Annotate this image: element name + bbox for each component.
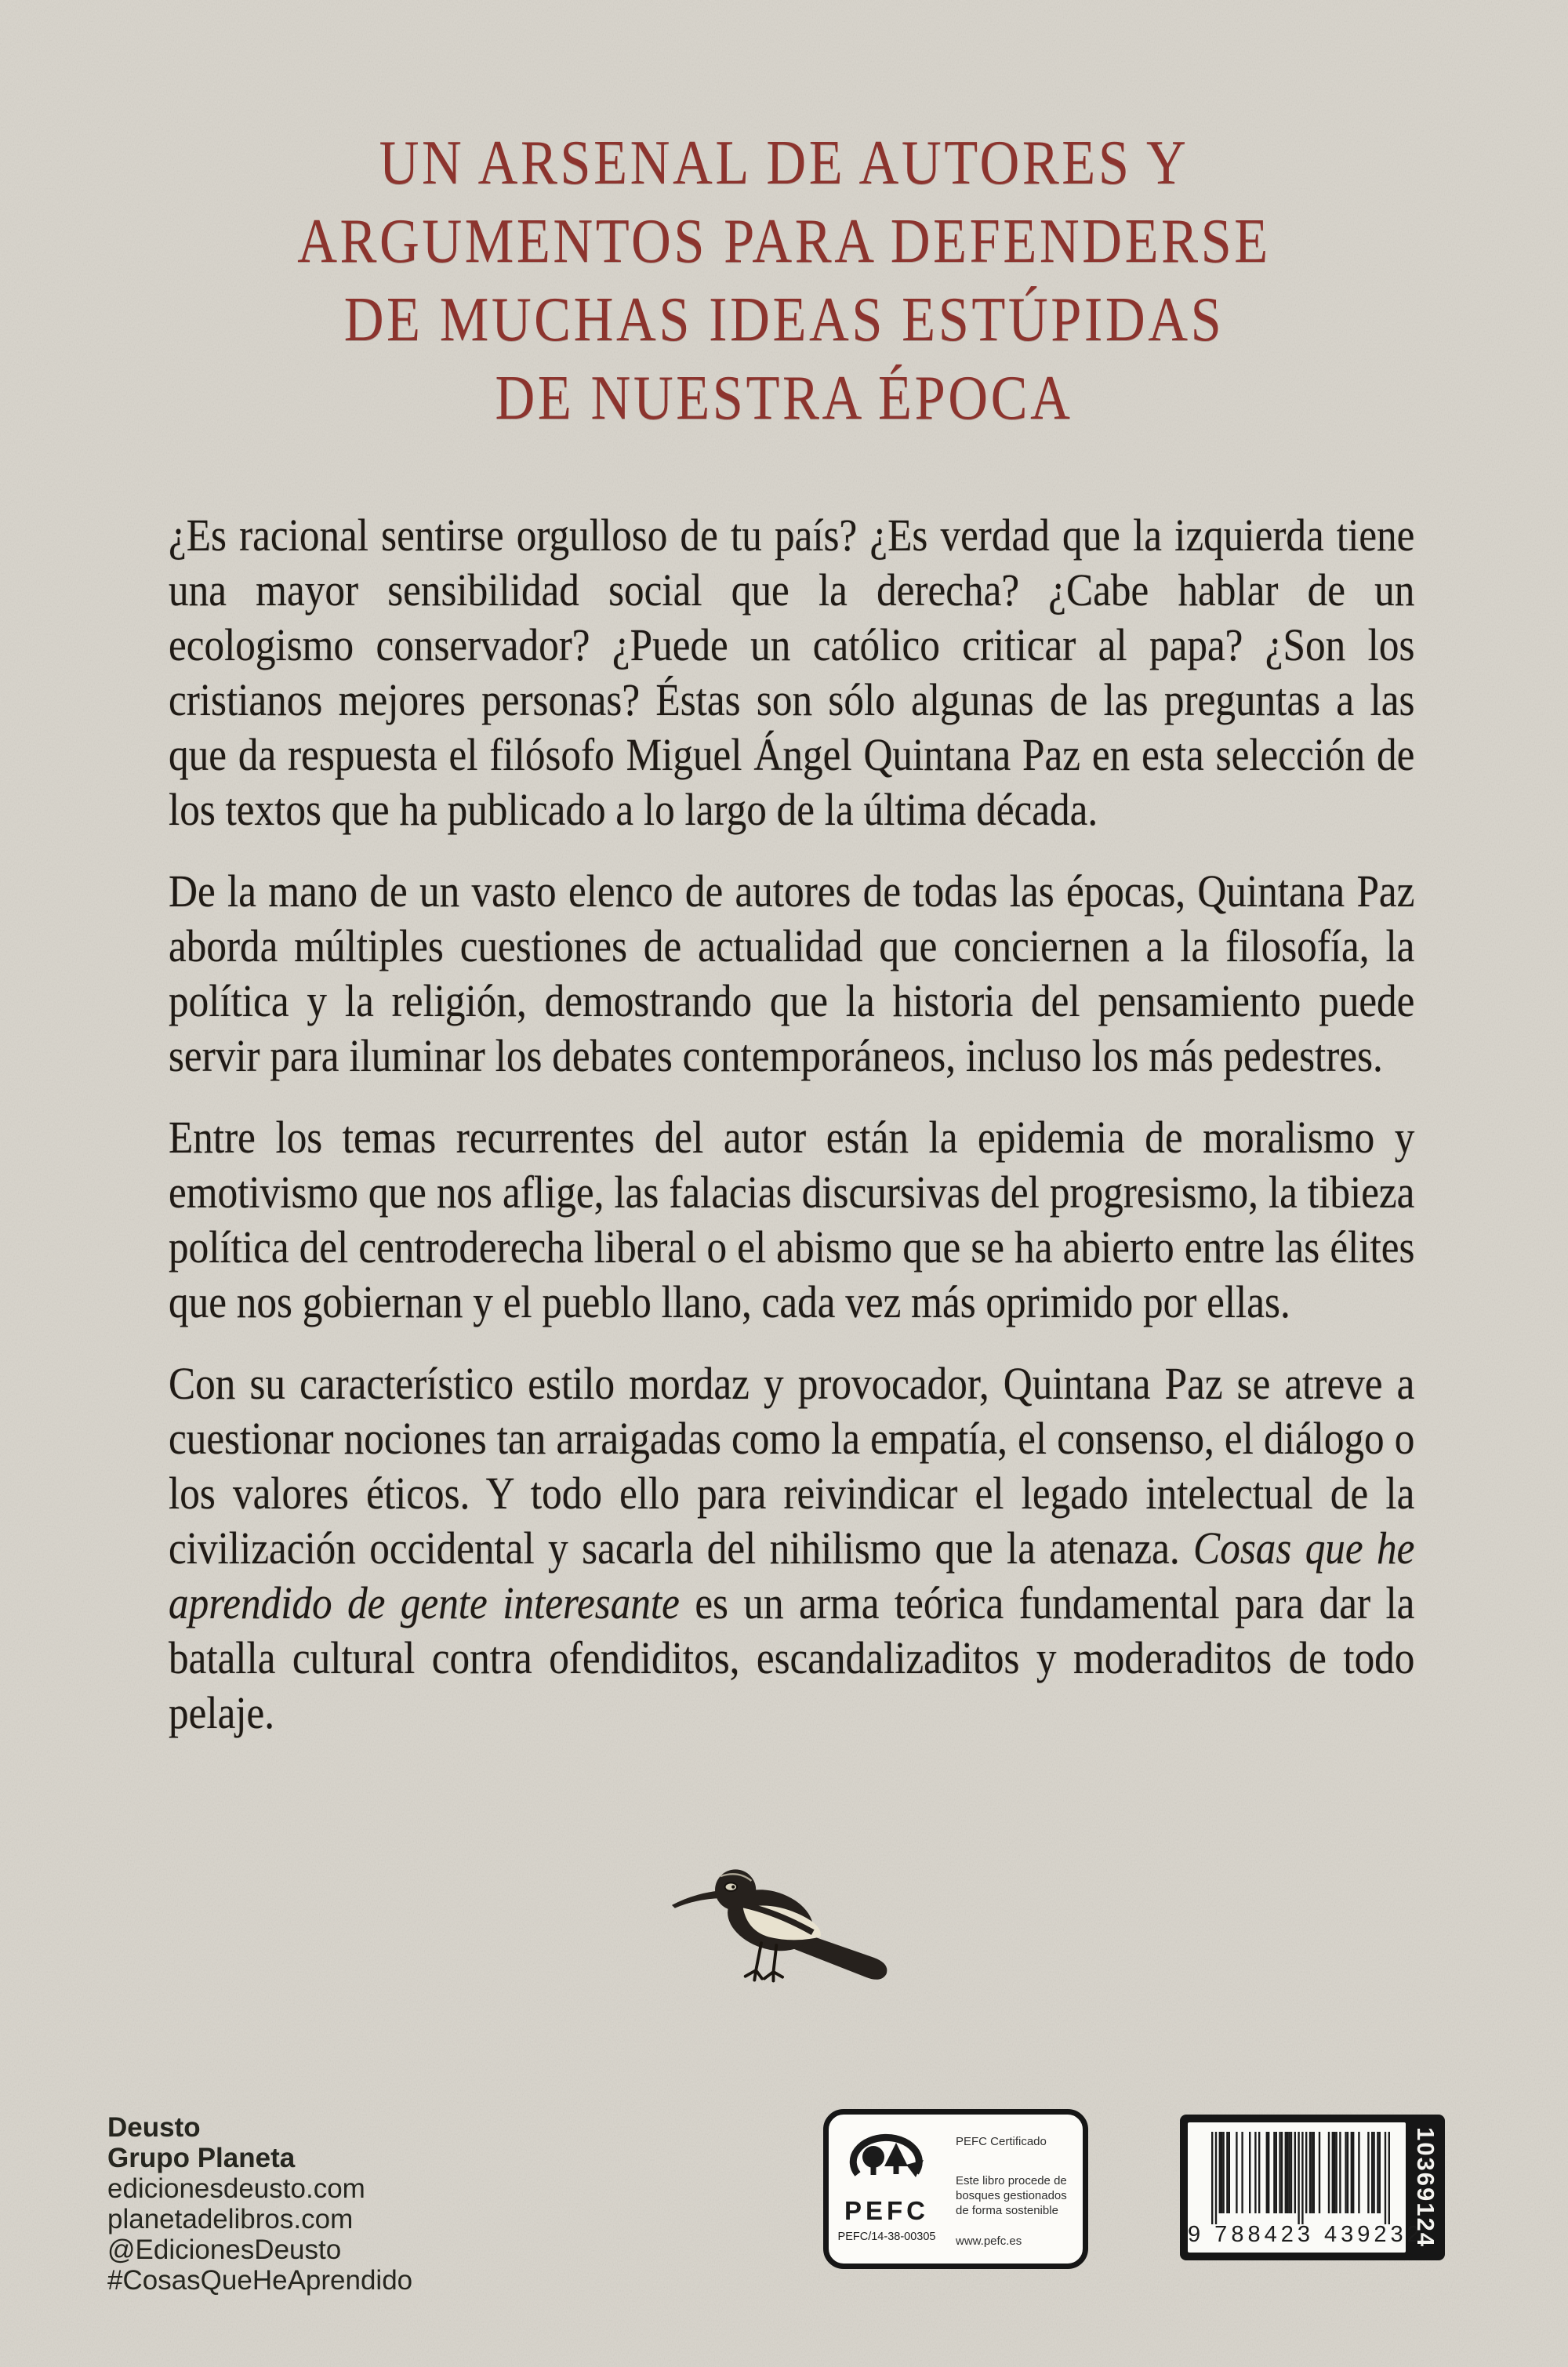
- synopsis-paragraph-1: ¿Es racional sentirse orgulloso de tu país? ¿Es verdad que la izquierda tiene una mayor sensibilidad social que la derecha? ¿Cabe hablar de un ecologismo conservador? ¿Puede un católico criticar al papa? ¿Son los cristianos mejores personas? Éstas son sólo algunas de las preguntas a las que da respuesta el filósofo Miguel Ángel Quintana Paz en esta selección de los textos que ha publicado a lo largo de la última década.: [169, 510, 1415, 835]
- spine-strip: [1406, 2115, 1445, 2260]
- barcode-badge: [1180, 2115, 1445, 2260]
- pefc-wordmark: PEFC: [844, 2196, 929, 2225]
- pefc-text-column: [945, 2115, 1083, 2264]
- synopsis-paragraph-3: Entre los temas recurrentes del autor están la epidemia de moralismo y emotivismo que nos aflige, las falacias discursivas del progresismo, la tibieza política del centroderecha liberal o el abismo que se ha abierto entre las élites que nos gobiernan y el pueblo llano, cada vez más oprimido por ellas.: [169, 1112, 1415, 1327]
- paragraph-4-text-end: es un arma teórica fundamental para dar la batalla cultural contra ofendiditos, escandalizaditos y moderaditos de todo pelaje.: [169, 1577, 1415, 1738]
- pefc-license-number: PEFC/14-38-00305: [837, 2231, 936, 2243]
- synopsis: [169, 508, 1414, 1767]
- pefc-logo-column: [829, 2115, 945, 2264]
- publisher-imprint: Deusto: [107, 2112, 201, 2143]
- tagline-line-3: DE MUCHAS IDEAS ESTÚPIDAS: [343, 285, 1225, 354]
- tagline-line-2: ARGUMENTOS PARA DEFENDERSE: [297, 207, 1271, 276]
- tagline-line-4: DE NUESTRA ÉPOCA: [495, 364, 1073, 433]
- pefc-certified-label: PEFC Certificado: [956, 2135, 1047, 2148]
- paragraph-4-text: Con su característico estilo mordaz y provocador, Quintana Paz se atreve a cuestionar nociones tan arraigadas como la empatía, el consenso, el diálogo o los valores éticos. Y todo ello para reivindicar el legado intelectual de la civilización occidental y sacarla del nihilismo que la atenaza.: [169, 1358, 1415, 1574]
- publisher-social-handle: @EdicionesDeusto: [107, 2234, 342, 2265]
- isbn-number: 9 788423 439232: [1188, 2222, 1424, 2247]
- publisher-website-1: edicionesdeusto.com: [107, 2173, 365, 2204]
- magpie-icon: [670, 1857, 898, 1993]
- pefc-claim: Este libro procede de bosques gestionados de forma sostenible: [956, 2174, 1067, 2217]
- synopsis-paragraph-2: De la mano de un vasto elenco de autores de todas las épocas, Quintana Paz aborda múltiples cuestiones de actualidad que conciernen a la filosofía, la política y la religión, demostrando que la historia del pensamiento puede servir para iluminar los debates contemporáneos, incluso los más pedestres.: [169, 866, 1415, 1081]
- book-title-italic: Cosas que he aprendido de gente interesante: [169, 1523, 1415, 1628]
- tagline-title: [0, 124, 1568, 437]
- pefc-badge: [823, 2109, 1088, 2269]
- pefc-url: www.pefc.es: [956, 2234, 1022, 2248]
- barcode-panel: [1188, 2122, 1424, 2253]
- publisher-hashtag: #CosasQueHeAprendido: [107, 2265, 413, 2296]
- spine-code: 10369124: [1412, 2127, 1439, 2248]
- tagline-line-1: UN ARSENAL DE AUTORES Y: [379, 129, 1189, 198]
- synopsis-paragraph-4: [169, 1356, 1414, 1741]
- publisher-group: Grupo Planeta: [107, 2143, 296, 2173]
- barcode-bars: [1211, 2132, 1390, 2224]
- pefc-logo-icon: [840, 2129, 933, 2195]
- publisher-info: [107, 2112, 412, 2296]
- publisher-website-2: planetadelibros.com: [107, 2204, 354, 2234]
